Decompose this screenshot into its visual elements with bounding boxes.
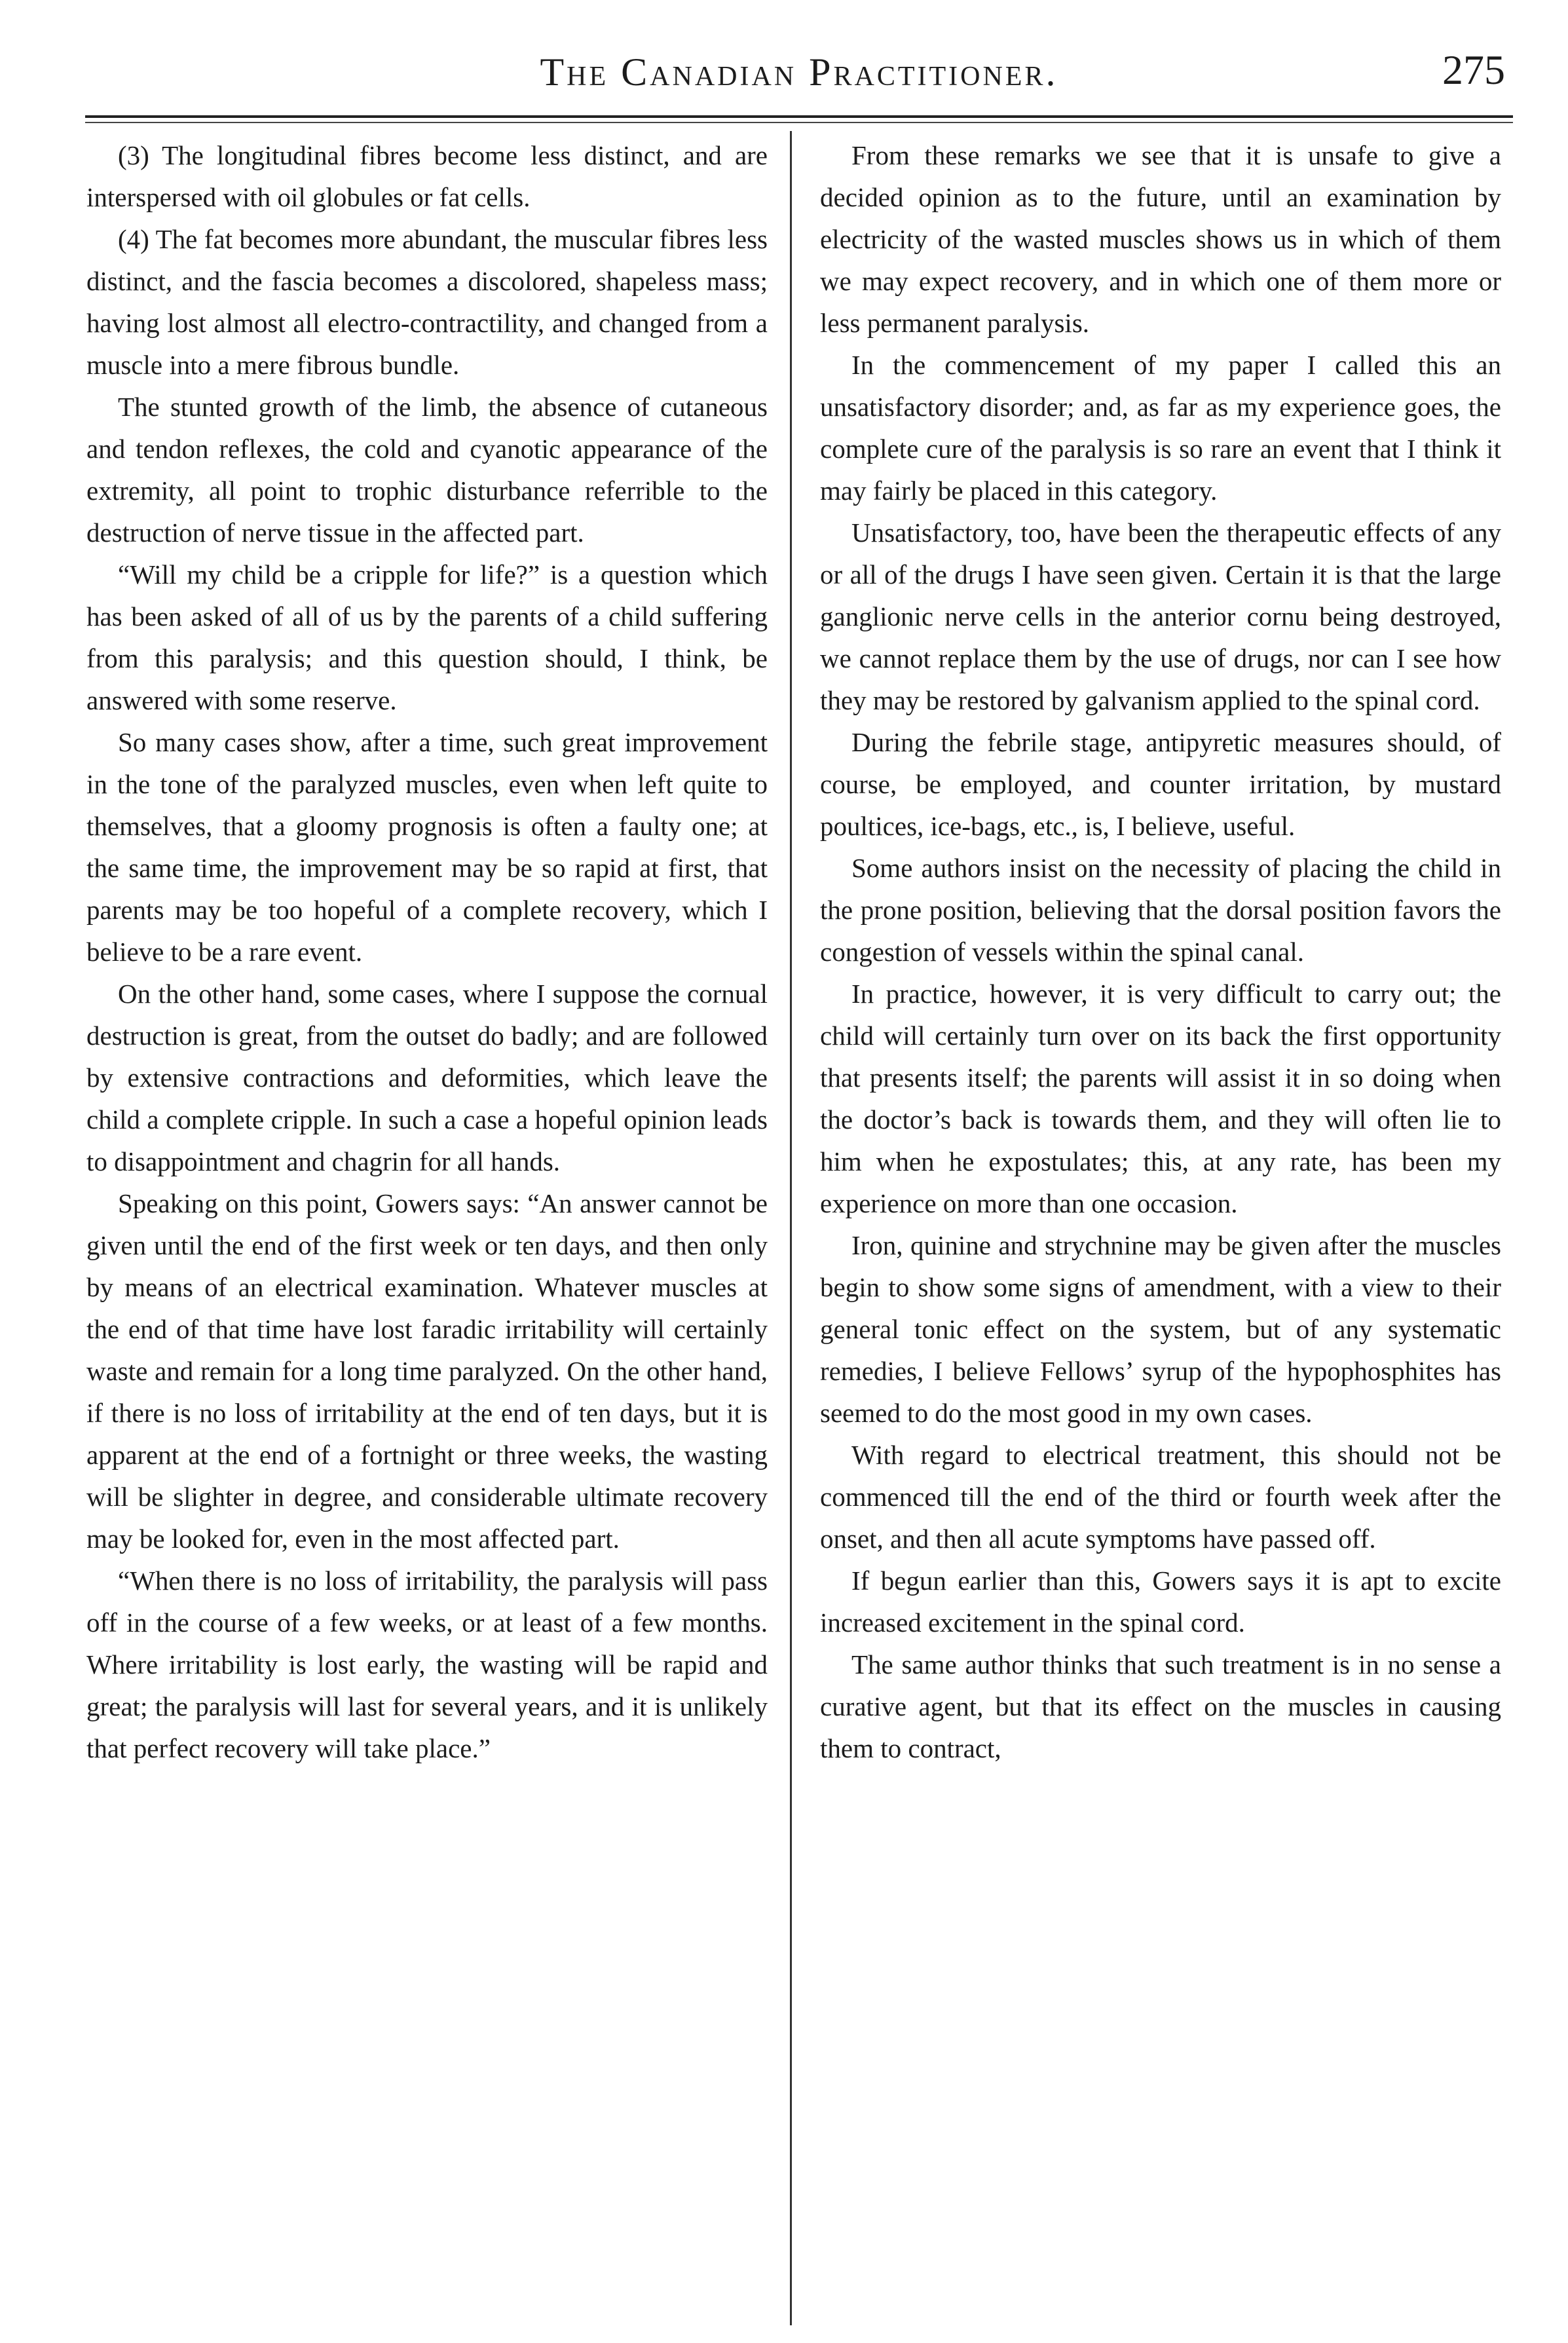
paragraph: Unsatisfactory, too, have been the therapeutic effects of any or all of the drugs I have seen given. Certain it is that the large ganglionic nerve cells in the anterior cornu being destroyed, we cannot replace them by the use of drugs, nor can I see how they may be restored by galvanism applied to the spinal cord. xyxy=(820,517,1501,715)
paragraph: So many cases show, after a time, such great improvement in the tone of the paralyzed muscles, even when left quite to themselves, that a gloomy prognosis is often a faulty one; at the same time, the improvement may be so rapid at first, that parents may be too hopeful of a complete recovery, which I believe to be a rare event. xyxy=(86,727,768,967)
paragraph: The same author thinks that such treatment is in no sense a curative agent, but that its effect on the muscles in causing them to contract, xyxy=(820,1649,1501,1763)
paragraph: During the febrile stage, antipyretic measures should, of course, be employed, and counter irritation, by mustard poultices, ice-bags, etc., is, I believe, useful. xyxy=(820,727,1501,841)
running-title: The Canadian Practitioner. xyxy=(540,50,1058,94)
paragraph: “Will my child be a cripple for life?” is a question which has been asked of all of us by the parents of a child suffering from this paralysis; and this question should, I think, be answered with some reserve. xyxy=(86,559,768,715)
page-header xyxy=(85,46,1513,118)
column-divider xyxy=(790,131,792,2325)
paragraph: Some authors insist on the necessity of placing the child in the prone position, believing that the dorsal position favors the congestion of vessels within the spinal canal. xyxy=(820,853,1501,967)
header-rule xyxy=(85,115,1513,118)
paragraph: From these remarks we see that it is unsafe to give a decided opinion as to the future, until an examination by electricity of the wasted muscles shows us in which of them we may expect recovery, and in which one of them more or less permanent paralysis. xyxy=(820,140,1501,338)
paragraph: In practice, however, it is very difficult to carry out; the child will certainly turn over on its back the first opportunity that presents itself; the parents will assist it in so doing when the doctor’s back is towards them, and they will often lie to him when he expostulates; this, at any rate, has been my experience on more than one occasion. xyxy=(820,979,1501,1218)
paragraph: If begun earlier than this, Gowers says it is apt to excite increased excitement in the spinal cord. xyxy=(820,1565,1501,1638)
paragraph: (4) The fat becomes more abundant, the muscular fibres less distinct, and the fascia becomes a discolored, shapeless mass; having lost almost all electro-contractility, and changed from a muscle into a mere fibrous bundle. xyxy=(86,224,768,380)
paragraph: Iron, quinine and strychnine may be given after the muscles begin to show some signs of amendment, with a view to their general tonic effect on the system, but of any systematic remedies, I believe Fellows’ syrup of the hypophosphites has seemed to do the most good in my own cases. xyxy=(820,1230,1501,1428)
paragraph: On the other hand, some cases, where I suppose the cornual destruction is great, from the outset do badly; and are followed by extensive contractions and deformities, which leave the child a complete cripple. In such a case a hopeful opinion leads to disappointment and chagrin for all hands. xyxy=(86,979,768,1176)
paragraph: In the commencement of my paper I called this an unsatisfactory disorder; and, as far as my experience goes, the complete cure of the paralysis is so rare an event that I think it may fairly be placed in this category. xyxy=(820,350,1501,506)
right-column xyxy=(820,134,1501,2322)
left-column xyxy=(86,134,768,2322)
paragraph: The stunted growth of the limb, the absence of cutaneous and tendon reflexes, the cold and cyanotic appearance of the extremity, all point to trophic disturbance referrible to the destruction of nerve tissue in the affected part. xyxy=(86,392,768,548)
paragraph: “When there is no loss of irritability, the paralysis will pass off in the course of a few weeks, or at least of a few months. Where irritability is lost early, the wasting will be rapid and great; the paralysis will last for several years, and it is unlikely that perfect recovery will take place.” xyxy=(86,1565,768,1763)
page-number: 275 xyxy=(1442,47,1505,93)
header-rule-thin xyxy=(85,122,1513,123)
paragraph: Speaking on this point, Gowers says: “An answer cannot be given until the end of the first week or ten days, and then only by means of an electrical examination. Whatever muscles at the end of that time have lost faradic irritability will certainly waste and remain for a long time paralyzed. On the other hand, if there is no loss of irritability at the end of ten days, but it is apparent at the end of a fortnight or three weeks, the wasting will be slighter in degree, and considerable ultimate recovery may be looked for, even in the most affected part. xyxy=(86,1188,768,1554)
paragraph: With regard to electrical treatment, this should not be commenced till the end of the third or fourth week after the onset, and then all acute symptoms have passed off. xyxy=(820,1440,1501,1554)
paragraph: (3) The longitudinal fibres become less distinct, and are interspersed with oil globules or fat cells. xyxy=(86,140,768,212)
